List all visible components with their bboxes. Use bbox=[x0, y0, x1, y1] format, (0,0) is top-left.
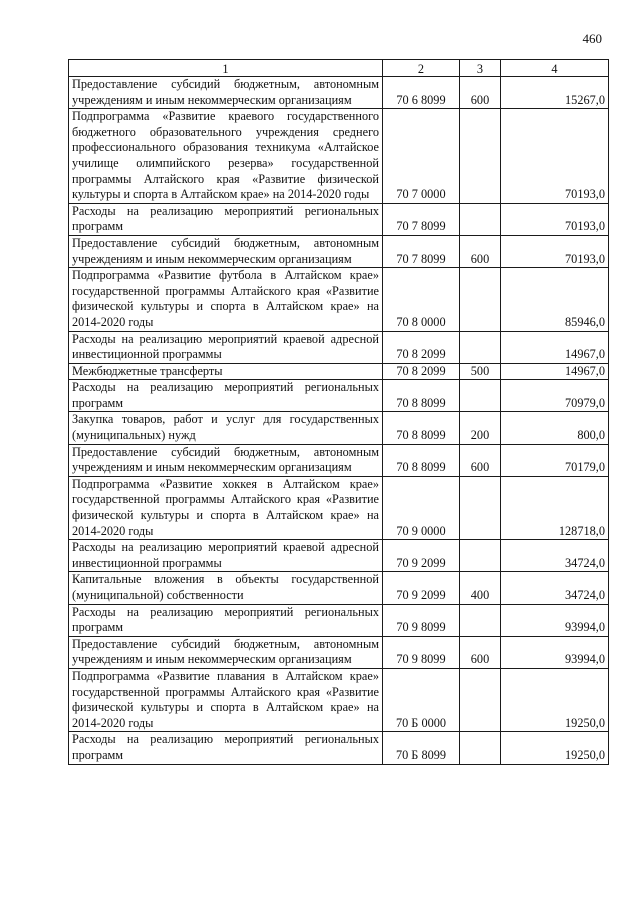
row-expense-type: 600 bbox=[460, 77, 501, 109]
row-amount: 800,0 bbox=[501, 412, 609, 444]
page-number: 460 bbox=[582, 31, 602, 46]
row-amount: 85946,0 bbox=[501, 268, 609, 331]
row-amount: 34724,0 bbox=[501, 540, 609, 572]
table-row bbox=[69, 668, 609, 731]
row-description: Расходы на реализацию мероприятий региональных программ bbox=[69, 732, 383, 764]
row-expense-type bbox=[460, 268, 501, 331]
row-description: Расходы на реализацию мероприятий региональных программ bbox=[69, 380, 383, 412]
table-row bbox=[69, 77, 609, 109]
row-code: 70 9 0000 bbox=[383, 476, 460, 539]
budget-table-container bbox=[68, 59, 608, 765]
row-code: 70 8 8099 bbox=[383, 380, 460, 412]
table-row bbox=[69, 268, 609, 331]
row-code: 70 6 8099 bbox=[383, 77, 460, 109]
row-code: 70 9 2099 bbox=[383, 540, 460, 572]
row-description: Предоставление субсидий бюджетным, автономным учреждениям и иным некоммерческим организациям bbox=[69, 235, 383, 267]
budget-table bbox=[68, 59, 609, 765]
row-amount: 70979,0 bbox=[501, 380, 609, 412]
row-code: 70 9 8099 bbox=[383, 636, 460, 668]
row-expense-type bbox=[460, 476, 501, 539]
header-row bbox=[69, 60, 609, 77]
row-description: Подпрограмма «Развитие хоккея в Алтайском крае» государственной программы Алтайского края «Развитие физической культуры и спорта в Алтайском крае» на 2014-2020 годы bbox=[69, 476, 383, 539]
table-row bbox=[69, 476, 609, 539]
row-amount: 15267,0 bbox=[501, 77, 609, 109]
row-expense-type bbox=[460, 109, 501, 204]
row-expense-type: 500 bbox=[460, 363, 501, 380]
table-row bbox=[69, 331, 609, 363]
table-row bbox=[69, 636, 609, 668]
row-description: Подпрограмма «Развитие краевого государственного бюджетного образовательного учреждения среднего профессионального образования техникума «Алтайское училище олимпийского резерва» государственной программы Алтайского края «Развитие физической культуры и спорта в Алтайском крае» на 2014-2020 годы bbox=[69, 109, 383, 204]
row-expense-type: 400 bbox=[460, 572, 501, 604]
row-code: 70 8 0000 bbox=[383, 268, 460, 331]
row-amount: 14967,0 bbox=[501, 363, 609, 380]
row-expense-type bbox=[460, 203, 501, 235]
table-row bbox=[69, 412, 609, 444]
row-amount: 70193,0 bbox=[501, 235, 609, 267]
table-row bbox=[69, 203, 609, 235]
table-body bbox=[69, 77, 609, 765]
row-amount: 93994,0 bbox=[501, 636, 609, 668]
row-amount: 19250,0 bbox=[501, 732, 609, 764]
row-expense-type bbox=[460, 668, 501, 731]
row-description: Межбюджетные трансферты bbox=[69, 363, 383, 380]
header-col-1: 1 bbox=[69, 60, 383, 77]
table-row bbox=[69, 732, 609, 764]
row-amount: 128718,0 bbox=[501, 476, 609, 539]
row-description: Расходы на реализацию мероприятий региональных программ bbox=[69, 604, 383, 636]
row-amount: 70179,0 bbox=[501, 444, 609, 476]
row-amount: 70193,0 bbox=[501, 203, 609, 235]
table-row bbox=[69, 235, 609, 267]
row-expense-type bbox=[460, 540, 501, 572]
row-code: 70 7 8099 bbox=[383, 235, 460, 267]
row-description: Закупка товаров, работ и услуг для государственных (муниципальных) нужд bbox=[69, 412, 383, 444]
table-row bbox=[69, 444, 609, 476]
table-row bbox=[69, 363, 609, 380]
row-description: Предоставление субсидий бюджетным, автономным учреждениям и иным некоммерческим организациям bbox=[69, 444, 383, 476]
table-row bbox=[69, 380, 609, 412]
row-code: 70 8 8099 bbox=[383, 444, 460, 476]
header-col-2: 2 bbox=[383, 60, 460, 77]
row-expense-type: 600 bbox=[460, 636, 501, 668]
row-code: 70 Б 8099 bbox=[383, 732, 460, 764]
row-description: Капитальные вложения в объекты государственной (муниципальной) собственности bbox=[69, 572, 383, 604]
row-description: Подпрограмма «Развитие футбола в Алтайском крае» государственной программы Алтайского края «Развитие физической культуры и спорта в Алтайском крае» на 2014-2020 годы bbox=[69, 268, 383, 331]
row-expense-type: 600 bbox=[460, 444, 501, 476]
row-description: Расходы на реализацию мероприятий краевой адресной инвестиционной программы bbox=[69, 331, 383, 363]
row-expense-type bbox=[460, 380, 501, 412]
row-amount: 19250,0 bbox=[501, 668, 609, 731]
row-amount: 34724,0 bbox=[501, 572, 609, 604]
row-description: Расходы на реализацию мероприятий региональных программ bbox=[69, 203, 383, 235]
table-row bbox=[69, 109, 609, 204]
row-expense-type: 600 bbox=[460, 235, 501, 267]
row-code: 70 7 8099 bbox=[383, 203, 460, 235]
row-amount: 70193,0 bbox=[501, 109, 609, 204]
row-expense-type bbox=[460, 331, 501, 363]
header-col-4: 4 bbox=[501, 60, 609, 77]
row-amount: 93994,0 bbox=[501, 604, 609, 636]
table-header bbox=[69, 60, 609, 77]
row-code: 70 9 2099 bbox=[383, 572, 460, 604]
row-description: Расходы на реализацию мероприятий краевой адресной инвестиционной программы bbox=[69, 540, 383, 572]
table-row bbox=[69, 540, 609, 572]
table-row bbox=[69, 604, 609, 636]
row-description: Предоставление субсидий бюджетным, автономным учреждениям и иным некоммерческим организациям bbox=[69, 77, 383, 109]
row-code: 70 8 2099 bbox=[383, 331, 460, 363]
table-row bbox=[69, 572, 609, 604]
row-description: Предоставление субсидий бюджетным, автономным учреждениям и иным некоммерческим организациям bbox=[69, 636, 383, 668]
row-code: 70 7 0000 bbox=[383, 109, 460, 204]
row-code: 70 8 2099 bbox=[383, 363, 460, 380]
row-amount: 14967,0 bbox=[501, 331, 609, 363]
header-col-3: 3 bbox=[460, 60, 501, 77]
row-expense-type: 200 bbox=[460, 412, 501, 444]
row-code: 70 9 8099 bbox=[383, 604, 460, 636]
row-expense-type bbox=[460, 604, 501, 636]
row-description: Подпрограмма «Развитие плавания в Алтайском крае» государственной программы Алтайского края «Развитие физической культуры и спорта в Алтайском крае» на 2014-2020 годы bbox=[69, 668, 383, 731]
row-code: 70 8 8099 bbox=[383, 412, 460, 444]
row-expense-type bbox=[460, 732, 501, 764]
row-code: 70 Б 0000 bbox=[383, 668, 460, 731]
